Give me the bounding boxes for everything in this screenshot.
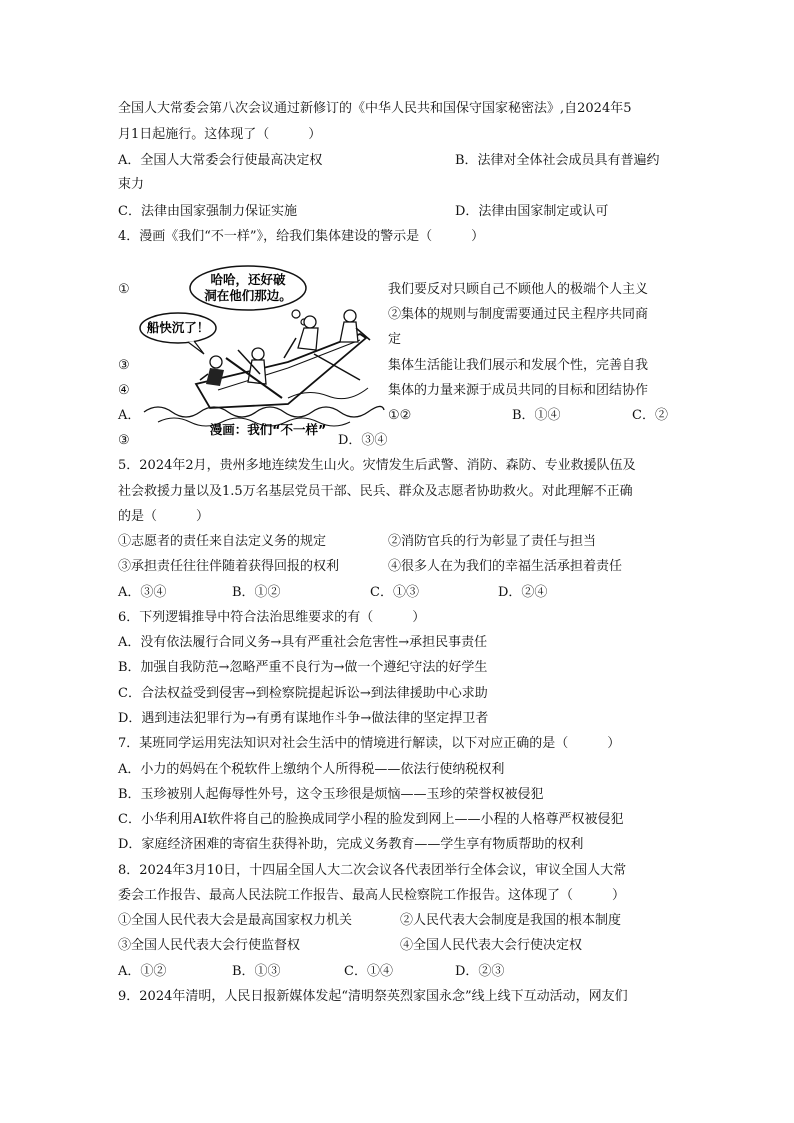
q8-statement-1: ①全国人民代表大会是最高国家权力机关 <box>118 913 353 928</box>
q5-statement-3: ③承担责任往往伴随着获得回报的权利 <box>118 559 340 574</box>
q6-option-c: C．合法权益受到侵害→到检察院提起诉讼→到法律援助中心求助 <box>118 686 488 701</box>
q4-option-c: C．② <box>632 408 668 423</box>
q3-option-c: C．法律由国家强制力保证实施 <box>118 204 297 219</box>
q4-statement-1-marker: ① <box>118 282 130 297</box>
q8-statement-3: ③全国人民代表大会行使监督权 <box>118 938 301 953</box>
cartoon-caption: 漫画：我们“不一样” <box>209 422 327 437</box>
q8-stem-line2: 委会工作报告、最高人民法院工作报告、最高人民检察院工作报告。这体现了（ ） <box>118 888 626 903</box>
q4-option-a-value: ①② <box>388 408 412 423</box>
q4-statement-4-marker: ④ <box>118 383 130 398</box>
q7-stem: 7．某班同学运用宪法知识对社会生活中的情境进行解读，以下对应正确的是（ ） <box>118 736 621 751</box>
q4-statement-2-cont: 定 <box>388 332 402 347</box>
q4-option-c-cont: ③ <box>118 433 130 448</box>
q3-option-b: B．法律对全体社会成员具有普遍约 <box>455 153 660 168</box>
q5-option-d: D．②④ <box>498 585 548 600</box>
person-icon <box>252 348 264 360</box>
q8-option-c: C．①④ <box>344 964 393 979</box>
wave-lines <box>144 406 384 417</box>
q5-stem-line2: 社会救援力量以及1.5万名基层党员干部、民兵、群众及志愿者协助救火。对此理解不正确 <box>118 484 633 499</box>
q6-stem: 6．下列逻辑推导中符合法治思维要求的有（ ） <box>118 610 426 625</box>
q8-option-d: D．②③ <box>455 964 505 979</box>
bubble-top-text-1: 哈哈，还好破 <box>210 272 286 287</box>
q3-stem-line1: 全国人大常委会第八次会议通过新修订的《中华人民共和国保守国家秘密法》,自2024年5 <box>118 101 632 116</box>
q5-option-a: A．③④ <box>118 585 167 600</box>
q6-option-a: A．没有依法履行合同义务→具有严重社会危害性→承担民事责任 <box>118 635 488 650</box>
q4-stem: 4．漫画《我们“不一样”》，给我们集体建设的警示是（ ） <box>118 229 485 244</box>
q3-stem-line2: 月1日起施行。这体现了（ ） <box>118 127 322 142</box>
q8-statement-4: ④全国人民代表大会行使决定权 <box>400 938 583 953</box>
q3-option-a: A．全国人大常委会行使最高决定权 <box>118 153 323 168</box>
q5-option-c: C．①③ <box>370 585 419 600</box>
q4-statement-3: 集体生活能让我们展示和发展个性，完善自我 <box>388 358 649 373</box>
q7-option-a: A．小力的妈妈在个税软件上缴纳个人所得税——依法行使纳税权利 <box>118 762 505 777</box>
person-icon <box>344 310 356 322</box>
q7-option-c: C．小华利用AI软件将自己的脸换成同学小程的脸发到网上——小程的人格尊严权被侵犯 <box>118 812 624 827</box>
q6-option-d: D．遇到违法犯罪行为→有勇有谋地作斗争→做法律的坚定捍卫者 <box>118 711 489 726</box>
q4-option-d: D．③④ <box>338 433 388 448</box>
person-icon <box>304 316 316 328</box>
q4-option-b: B．①④ <box>512 408 561 423</box>
q4-statement-3-marker: ③ <box>118 358 130 373</box>
q5-stem-line3: 的是（ ） <box>118 509 210 524</box>
q8-option-b: B．①③ <box>232 964 281 979</box>
q7-option-b: B．玉珍被别人起侮辱性外号，这令玉珍很是烦恼——玉珍的荣誉权被侵犯 <box>118 787 544 802</box>
q3-option-b-cont: 束力 <box>118 177 145 192</box>
q8-statement-2: ②人民代表大会制度是我国的根本制度 <box>400 913 622 928</box>
bubble-left-text: 船快沉了！ <box>146 320 210 335</box>
q5-stem-line1: 5．2024年2月，贵州多地连续发生山火。灾情发生后武警、消防、森防、专业救援队伍及 <box>118 458 636 473</box>
q7-option-d: D．家庭经济困难的寄宿生获得补助，完成义务教育——学生享有物质帮助的权利 <box>118 837 584 852</box>
q4-statement-1: 我们要反对只顾自己不顾他人的极端个人主义 <box>388 282 649 297</box>
bubble-top-text-2: 洞在他们那边。 <box>204 288 292 303</box>
q8-option-a: A．①② <box>118 964 167 979</box>
q5-statement-4: ④很多人在为我们的幸福生活承担着责任 <box>388 559 623 574</box>
q9-stem-line1: 9．2024年清明，人民日报新媒体发起“清明祭英烈家国永念”线上线下互动活动，网友们 <box>118 989 628 1004</box>
person-icon <box>210 356 222 368</box>
q5-option-b: B．①② <box>232 585 281 600</box>
q6-option-b: B．加强自我防范→忽略严重不良行为→做一个遵纪守法的好学生 <box>118 660 488 675</box>
q8-stem-line1: 8．2024年3月10日，十四届全国人大二次会议各代表团举行全体会议，审议全国人大常 <box>118 863 627 878</box>
q4-statement-4: 集体的力量来源于成员共同的目标和团结协作 <box>388 383 649 398</box>
q3-option-d: D．法律由国家制定或认可 <box>455 204 609 219</box>
q5-statement-2: ②消防官兵的行为彰显了责任与担当 <box>388 534 597 549</box>
q4-option-a-label: A． <box>118 408 141 423</box>
q4-statement-2: ②集体的规则与制度需要通过民主程序共同商 <box>388 307 649 322</box>
q5-statement-1: ①志愿者的责任来自法定义务的规定 <box>118 534 327 549</box>
cartoon-illustration <box>138 262 386 442</box>
